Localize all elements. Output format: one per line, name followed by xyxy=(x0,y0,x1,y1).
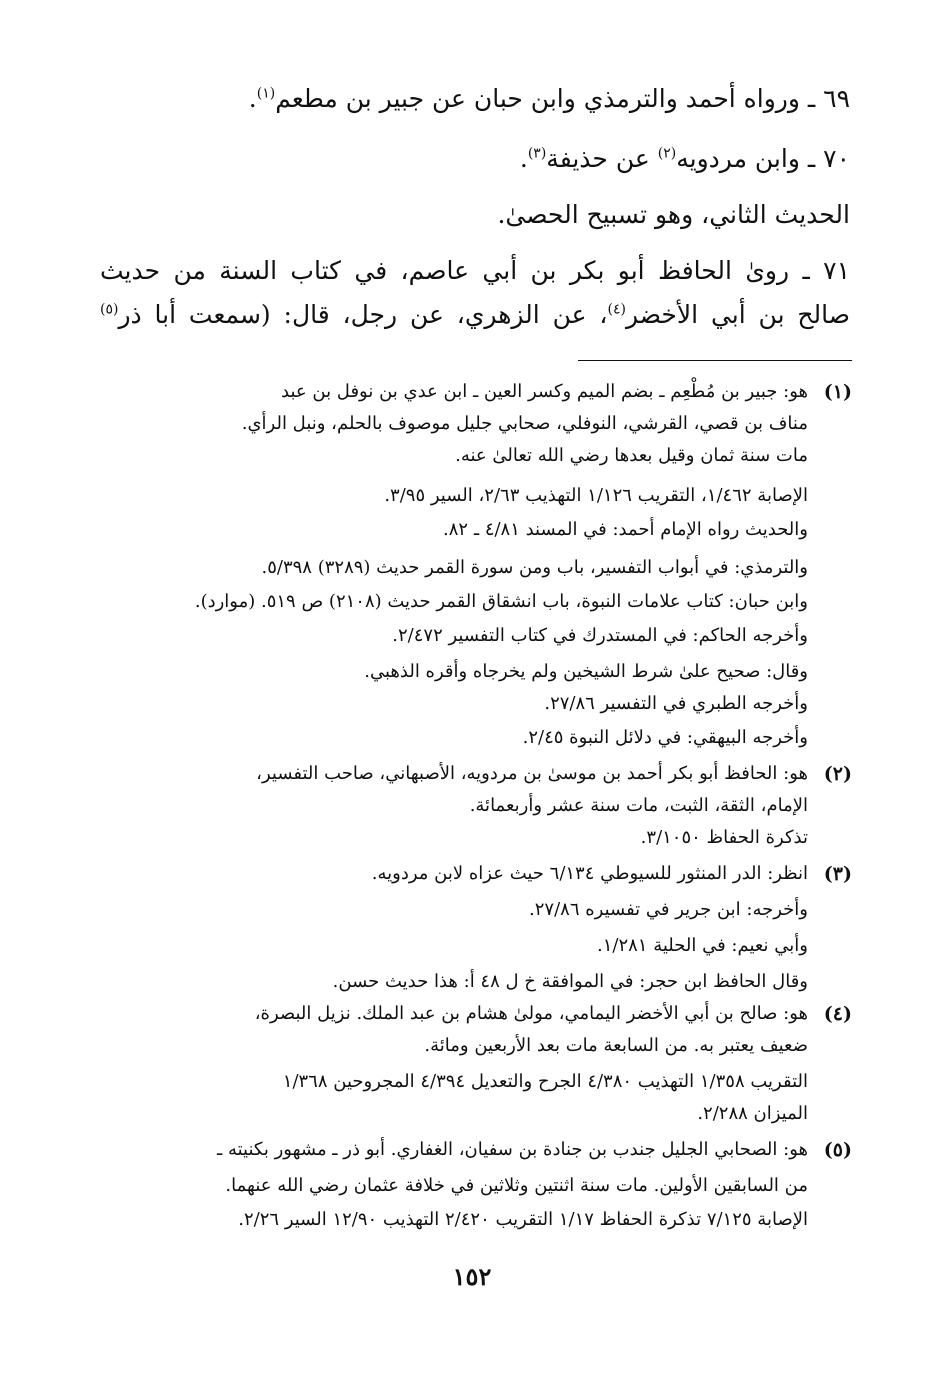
footnote-line: مات سنة ثمان وقيل بعدها رضي الله تعالىٰ عنه. xyxy=(455,445,808,466)
hadith-69-period: . xyxy=(248,84,257,113)
footnote-line: الإصابة ١/٤٦٢، التقريب ١/١٢٦ التهذيب ٢/٦٣، السير ٣/٩٥. xyxy=(384,485,808,506)
footnote-line: وأبي نعيم: في الحلية ١/٢٨١. xyxy=(597,935,808,956)
footnote-number: (٢) xyxy=(823,763,852,785)
footnote-line: الميزان ٢/٢٨٨. xyxy=(697,1103,808,1124)
footnote-line: انظر: الدر المنثور للسيوطي ٦/١٣٤ حيث عزاه لابن مردويه. xyxy=(371,863,808,884)
hadith-70-text-b: عن حذيفة xyxy=(546,144,658,173)
hadith-70-period: . xyxy=(519,144,528,173)
footnote-line: هو: الصحابي الجليل جندب بن جنادة بن سفيان، الغفاري. أبو ذر ـ مشهور بكنيته ـ xyxy=(216,1139,808,1160)
footnote-line: وأخرجه: ابن جرير في تفسيره ٢٧/٨٦. xyxy=(529,899,808,920)
hadith-69-line xyxy=(249,80,850,118)
footnote-line: والترمذي: في أبواب التفسير، باب ومن سورة القمر حديث (٣٢٨٩) ٥/٣٩٨. xyxy=(261,557,808,578)
footnote-separator xyxy=(578,360,852,361)
footnote-line: هو: الحافظ أبو بكر أحمد بن موسىٰ بن مردويه، الأصبهاني، صاحب التفسير، xyxy=(256,763,808,784)
footnote-line: هو: جبير بن مُطْعِم ـ بضم الميم وكسر العين ـ ابن عدي بن نوفل بن عبد xyxy=(281,381,808,402)
hadith-71-text-b1: صالح بن أبي الأخضر xyxy=(625,300,850,329)
footnote-line: ضعيف يعتبر به. من السابعة مات بعد الأربعين ومائة. xyxy=(424,1035,808,1056)
footnote-number: (٣) xyxy=(823,863,852,885)
section-heading: الحديث الثاني، وهو تسبيح الحصىٰ. xyxy=(497,200,850,229)
footnote-number: (١) xyxy=(823,381,852,403)
footnote-line: تذكرة الحفاظ ٣/١٠٥٠. xyxy=(640,827,808,848)
footnote-ref-4[interactable]: (٤) xyxy=(607,301,626,318)
footnote-line: هو: صالح بن أبي الأخضر اليمامي، مولىٰ هشام بن عبد الملك. نزيل البصرة، xyxy=(254,1003,808,1024)
hadith-71-text-b2: ، عن الزهري، عن رجل، قال: (سمعت أبا ذر xyxy=(118,300,608,329)
footnote-line: وقال: صحيح علىٰ شرط الشيخين ولم يخرجاه وأقره الذهبي. xyxy=(364,661,808,682)
hadith-71-line-1: ٧١ ـ روىٰ الحافظ أبو بكر بن أبي عاصم، في كتاب السنة من حديث xyxy=(100,256,850,285)
footnote-ref-3[interactable]: (٣) xyxy=(527,145,547,162)
footnote-line: وأخرجه البيهقي: في دلائل النبوة ٢/٤٥. xyxy=(522,727,808,748)
footnote-line: وأخرجه الطبري في التفسير ٢٧/٨٦. xyxy=(544,693,808,714)
footnote-ref-2[interactable]: (٢) xyxy=(657,145,677,162)
footnote-line: وابن حبان: كتاب علامات النبوة، باب انشقاق القمر حديث (٢١٠٨) ص ٥١٩. (موارد). xyxy=(194,591,808,612)
hadith-69-text: ٦٩ ـ ورواه أحمد والترمذي وابن حبان عن جبير بن مطعم xyxy=(275,84,850,113)
footnote-line: الإمام، الثقة، الثبت، مات سنة عشر وأربعمائة. xyxy=(469,795,808,816)
footnote-line: من السابقين الأولين. مات سنة اثنتين وثلاثين في خلافة عثمان رضي الله عنهما. xyxy=(225,1175,808,1196)
footnote-line: والحديث رواه الإمام أحمد: في المسند ٤/٨١ ـ ٨٢. xyxy=(443,519,808,540)
footnote-line: التقريب ١/٣٥٨ التهذيب ٤/٣٨٠ الجرح والتعديل ٤/٣٩٤ المجروحين ١/٣٦٨ xyxy=(282,1071,808,1092)
hadith-71-line-2 xyxy=(100,296,850,334)
footnote-line: وقال الحافظ ابن حجر: في الموافقة خ ل ٤٨ أ: هذا حديث حسن. xyxy=(332,971,808,992)
hadith-70-text-a: ٧٠ ـ وابن مردويه xyxy=(676,144,850,173)
footnote-ref-1[interactable]: (١) xyxy=(256,85,276,102)
hadith-70-line xyxy=(520,140,850,178)
footnote-line: مناف بن قصي، القرشي، النوفلي، صحابي جليل موصوف بالحلم، ونبل الرأي. xyxy=(241,413,808,434)
footnote-number: (٤) xyxy=(823,1003,852,1025)
footnote-ref-5[interactable]: (٥) xyxy=(100,301,119,318)
page-number: ١٥٢ xyxy=(452,1262,492,1291)
footnote-number: (٥) xyxy=(823,1139,852,1161)
footnote-line: وأخرجه الحاكم: في المستدرك في كتاب التفسير ٢/٤٧٢. xyxy=(392,625,808,646)
footnote-line: الإصابة ٧/١٢٥ تذكرة الحفاظ ١/١٧ التقريب ٢/٤٢٠ التهذيب ١٢/٩٠ السير ٢/٢٦. xyxy=(238,1209,808,1230)
